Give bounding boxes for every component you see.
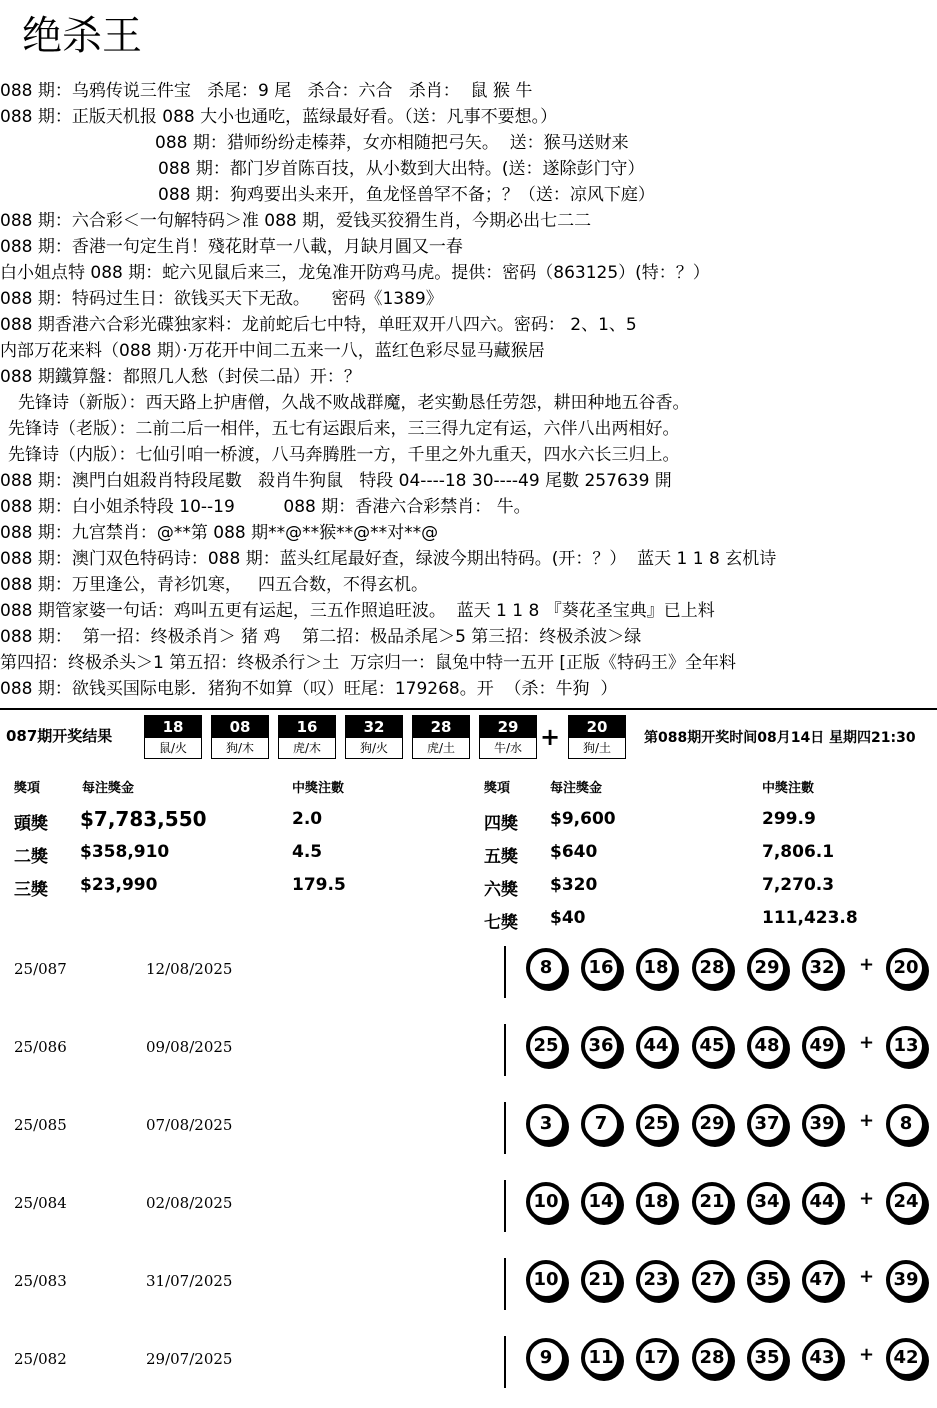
result-ball-number: 16 bbox=[279, 716, 335, 738]
prize-name: 四獎 bbox=[484, 814, 518, 834]
history-ball: 44 bbox=[802, 1182, 842, 1222]
prize-winners: 7,270.3 bbox=[762, 875, 835, 895]
plus-sign: + bbox=[859, 954, 875, 975]
prize-amount: $640 bbox=[550, 842, 598, 862]
result-ball-number: 32 bbox=[346, 716, 402, 738]
history-ball: 28 bbox=[692, 1338, 732, 1378]
history-divider bbox=[504, 1024, 506, 1076]
prize-winners: 4.5 bbox=[292, 842, 323, 862]
history-ball: 39 bbox=[802, 1104, 842, 1144]
result-ball-tile bbox=[144, 715, 202, 759]
history-term: 25/084 bbox=[14, 1194, 67, 1212]
forecast-line: 088 期：乌鸦传说三件宝 杀尾：9 尾 杀合：六合 杀肖： 鼠 猴 牛 bbox=[0, 81, 533, 101]
history-special-ball: 39 bbox=[886, 1260, 926, 1300]
forecast-line: 088 期：正版天机报 088 大小也通吃，蓝绿最好看。（送：凡事不要想。） bbox=[0, 107, 558, 127]
plus-sign: + bbox=[540, 723, 561, 751]
plus-sign: + bbox=[859, 1110, 875, 1131]
history-date: 29/07/2025 bbox=[146, 1350, 233, 1368]
history-term: 25/083 bbox=[14, 1272, 67, 1290]
forecast-line: 白小姐点特 088 期：蛇六见鼠后来三，龙兔准开防鸡马虎。提供：密码（863125）(特：？） bbox=[0, 263, 710, 283]
prize-winners: 7,806.1 bbox=[762, 842, 835, 862]
history-ball: 35 bbox=[747, 1338, 787, 1378]
prize-amount: $320 bbox=[550, 875, 598, 895]
history-ball: 43 bbox=[802, 1338, 842, 1378]
history-row bbox=[0, 940, 937, 1018]
prize-name: 五獎 bbox=[484, 847, 518, 867]
history-ball: 29 bbox=[747, 948, 787, 988]
result-ball-zodiac: 狗/火 bbox=[359, 741, 389, 755]
section-divider bbox=[0, 708, 937, 710]
result-ball-zodiac: 鼠/火 bbox=[158, 741, 188, 755]
history-ball: 27 bbox=[692, 1260, 732, 1300]
prize-name: 七獎 bbox=[484, 913, 518, 933]
history-ball: 8 bbox=[526, 948, 566, 988]
forecast-line: 088 期：白小姐杀特段 10--19 088 期：香港六合彩禁肖： 牛。 bbox=[0, 497, 531, 517]
history-ball: 23 bbox=[636, 1260, 676, 1300]
forecast-line: 088 期管家婆一句话：鸡叫五更有运起，三五作照追旺波。 蓝天 1 1 8 『葵花圣宝典』已上料 bbox=[0, 601, 715, 621]
result-ball-zodiac: 狗/木 bbox=[225, 741, 255, 755]
plus-sign: + bbox=[859, 1032, 875, 1053]
forecast-line: 先锋诗（内版）：七仙引咱一桥渡，八马奔腾胜一方，千里之外九重天，四水六长三归上。 bbox=[8, 445, 680, 465]
history-ball: 47 bbox=[802, 1260, 842, 1300]
forecast-line: 088 期：万里逢公，青衫饥寒， 四五合数，不得玄机。 bbox=[0, 575, 429, 595]
history-ball: 14 bbox=[581, 1182, 621, 1222]
history-term: 25/086 bbox=[14, 1038, 67, 1056]
prize-winners: 179.5 bbox=[292, 875, 346, 895]
history-ball: 25 bbox=[526, 1026, 566, 1066]
history-ball: 10 bbox=[526, 1260, 566, 1300]
history-ball: 17 bbox=[636, 1338, 676, 1378]
history-ball: 7 bbox=[581, 1104, 621, 1144]
special-ball-tile bbox=[568, 715, 626, 759]
result-ball-zodiac: 虎/木 bbox=[292, 741, 322, 755]
history-divider bbox=[504, 1258, 506, 1310]
result-ball-zodiac: 虎/土 bbox=[426, 741, 456, 755]
history-divider bbox=[504, 1336, 506, 1388]
history-date: 02/08/2025 bbox=[146, 1194, 233, 1212]
prize-header-item-right: 獎項 bbox=[484, 781, 511, 796]
history-row bbox=[0, 1174, 937, 1252]
result-ball-tile bbox=[479, 715, 537, 759]
result-ball-tile bbox=[345, 715, 403, 759]
history-term: 25/087 bbox=[14, 960, 67, 978]
forecast-line: 088 期：澳門白姐殺肖特段尾數 殺肖牛狗鼠 特段 04----18 30----49 尾數 257639 開 bbox=[0, 471, 672, 491]
forecast-line: 先锋诗（老版）：二前二后一相伴，五七有运跟后来，三三得九定有运，六伴八出两相好。 bbox=[8, 419, 680, 439]
result-ball-number: 18 bbox=[145, 716, 201, 738]
forecast-line: 088 期：香港一句定生肖！殘花財草一八載，月缺月圓又一春 bbox=[0, 237, 463, 257]
result-ball-number: 08 bbox=[212, 716, 268, 738]
forecast-line: 088 期： 第一招：终极杀肖＞ 猪 鸡 第二招：极品杀尾＞5 第三招：终极杀波＞绿 bbox=[0, 627, 642, 647]
next-draw-time: 第088期开奖时间08月14日 星期四21:30 bbox=[644, 730, 916, 746]
history-row bbox=[0, 1330, 937, 1408]
history-term: 25/082 bbox=[14, 1350, 67, 1368]
history-date: 07/08/2025 bbox=[146, 1116, 233, 1134]
history-ball: 35 bbox=[747, 1260, 787, 1300]
history-ball: 36 bbox=[581, 1026, 621, 1066]
history-date: 09/08/2025 bbox=[146, 1038, 233, 1056]
history-special-ball: 24 bbox=[886, 1182, 926, 1222]
history-ball: 37 bbox=[747, 1104, 787, 1144]
history-ball: 44 bbox=[636, 1026, 676, 1066]
draw-results-label: 087期开奖结果 bbox=[6, 727, 113, 745]
history-ball: 48 bbox=[747, 1026, 787, 1066]
history-special-ball: 20 bbox=[886, 948, 926, 988]
history-special-ball: 13 bbox=[886, 1026, 926, 1066]
history-ball: 29 bbox=[692, 1104, 732, 1144]
prize-name: 三獎 bbox=[14, 880, 48, 900]
history-ball: 16 bbox=[581, 948, 621, 988]
forecast-line: 内部万花来料（088 期）·万花开中间二五来一八，蓝红色彩尽显马藏猴居 bbox=[0, 341, 545, 361]
history-ball: 49 bbox=[802, 1026, 842, 1066]
prize-winners: 111,423.8 bbox=[762, 908, 858, 928]
forecast-line: 088 期：澳门双色特码诗：088 期：蓝头红尾最好查，绿波今期出特码。(开：？） 蓝天 1 1 8 玄机诗 bbox=[0, 549, 777, 569]
history-ball: 18 bbox=[636, 1182, 676, 1222]
history-ball: 21 bbox=[581, 1260, 621, 1300]
draw-results-header bbox=[0, 713, 937, 763]
history-ball: 32 bbox=[802, 948, 842, 988]
history-ball: 18 bbox=[636, 948, 676, 988]
prize-header-amount-right: 每注獎金 bbox=[550, 781, 603, 796]
history-divider bbox=[504, 946, 506, 998]
prize-winners: 299.9 bbox=[762, 809, 816, 829]
history-ball: 11 bbox=[581, 1338, 621, 1378]
special-ball-number: 20 bbox=[569, 716, 625, 738]
result-ball-zodiac: 牛/水 bbox=[493, 741, 523, 755]
prize-amount: $7,783,550 bbox=[80, 807, 207, 831]
forecast-line: 088 期：猎师纷纷走榛莽，女亦相随把弓矢。 送：猴马送财来 bbox=[155, 133, 629, 153]
forecast-line: 088 期：欲钱买国际电影．猪狗不如算（叹）旺尾：179268。开 （杀：牛狗 ） bbox=[0, 679, 618, 699]
result-ball-number: 29 bbox=[480, 716, 536, 738]
prize-amount: $40 bbox=[550, 908, 586, 928]
history-date: 31/07/2025 bbox=[146, 1272, 233, 1290]
result-ball-tile bbox=[412, 715, 470, 759]
prize-header-winners-right: 中獎注數 bbox=[762, 781, 815, 796]
history-row bbox=[0, 1252, 937, 1330]
plus-sign: + bbox=[859, 1344, 875, 1365]
prize-amount: $358,910 bbox=[80, 842, 170, 862]
prize-header-amount: 每注獎金 bbox=[82, 781, 135, 796]
result-ball-tile bbox=[278, 715, 336, 759]
prize-header-item: 獎項 bbox=[14, 781, 41, 796]
forecast-line: 先锋诗（新版）：西天路上护唐僧，久战不败战群魔，老实勤恳任劳怨，耕田种地五谷香。 bbox=[18, 393, 690, 413]
plus-sign: + bbox=[859, 1188, 875, 1209]
prize-amount: $9,600 bbox=[550, 809, 616, 829]
forecast-line: 088 期香港六合彩光碟独家料：龙前蛇后七中特，单旺双开八四六。密码： 2、1、5 bbox=[0, 315, 637, 335]
history-row bbox=[0, 1018, 937, 1096]
history-ball: 3 bbox=[526, 1104, 566, 1144]
history-ball: 9 bbox=[526, 1338, 566, 1378]
history-ball: 10 bbox=[526, 1182, 566, 1222]
history-ball: 21 bbox=[692, 1182, 732, 1222]
special-ball-zodiac: 狗/土 bbox=[582, 741, 612, 755]
forecast-line: 088 期：狗鸡要出头来开，鱼龙怪兽罕不备；？（送：凉风下庭） bbox=[158, 185, 655, 205]
forecast-line: 第四招：终极杀头＞1 第五招：终极杀行＞土 万宗归一：鼠兔中特一五开 [正版《特码王》全年料 bbox=[0, 653, 737, 673]
prize-header-winners: 中獎注數 bbox=[292, 781, 345, 796]
history-special-ball: 42 bbox=[886, 1338, 926, 1378]
history-ball: 45 bbox=[692, 1026, 732, 1066]
forecast-line: 088 期鐵算盤：都照几人愁（封侯二品）开：？ bbox=[0, 367, 361, 387]
history-row bbox=[0, 1096, 937, 1174]
history-term: 25/085 bbox=[14, 1116, 67, 1134]
history-divider bbox=[504, 1102, 506, 1154]
history-ball: 25 bbox=[636, 1104, 676, 1144]
page-title: 绝杀王 bbox=[22, 13, 142, 59]
history-ball: 34 bbox=[747, 1182, 787, 1222]
forecast-line: 088 期：六合彩＜一句解特码＞准 088 期，爱钱买狡猾生肖，今期必出七二二 bbox=[0, 211, 592, 231]
history-date: 12/08/2025 bbox=[146, 960, 233, 978]
prize-name: 六獎 bbox=[484, 880, 518, 900]
prize-winners: 2.0 bbox=[292, 809, 323, 829]
forecast-line: 088 期：九宫禁肖：@**第 088 期**@**猴**@**对**@ bbox=[0, 523, 439, 543]
prize-name: 頭獎 bbox=[14, 814, 48, 834]
result-ball-number: 28 bbox=[413, 716, 469, 738]
history-divider bbox=[504, 1180, 506, 1232]
forecast-line: 088 期：特码过生日：欲钱买天下无敌。 密码《1389》 bbox=[0, 289, 443, 309]
plus-sign: + bbox=[859, 1266, 875, 1287]
prize-name: 二獎 bbox=[14, 847, 48, 867]
history-ball: 28 bbox=[692, 948, 732, 988]
prize-amount: $23,990 bbox=[80, 875, 158, 895]
result-ball-tile bbox=[211, 715, 269, 759]
history-special-ball: 8 bbox=[886, 1104, 926, 1144]
forecast-line: 088 期：都门岁首陈百技，从小数到大出特。(送：遂除彭门守） bbox=[158, 159, 645, 179]
